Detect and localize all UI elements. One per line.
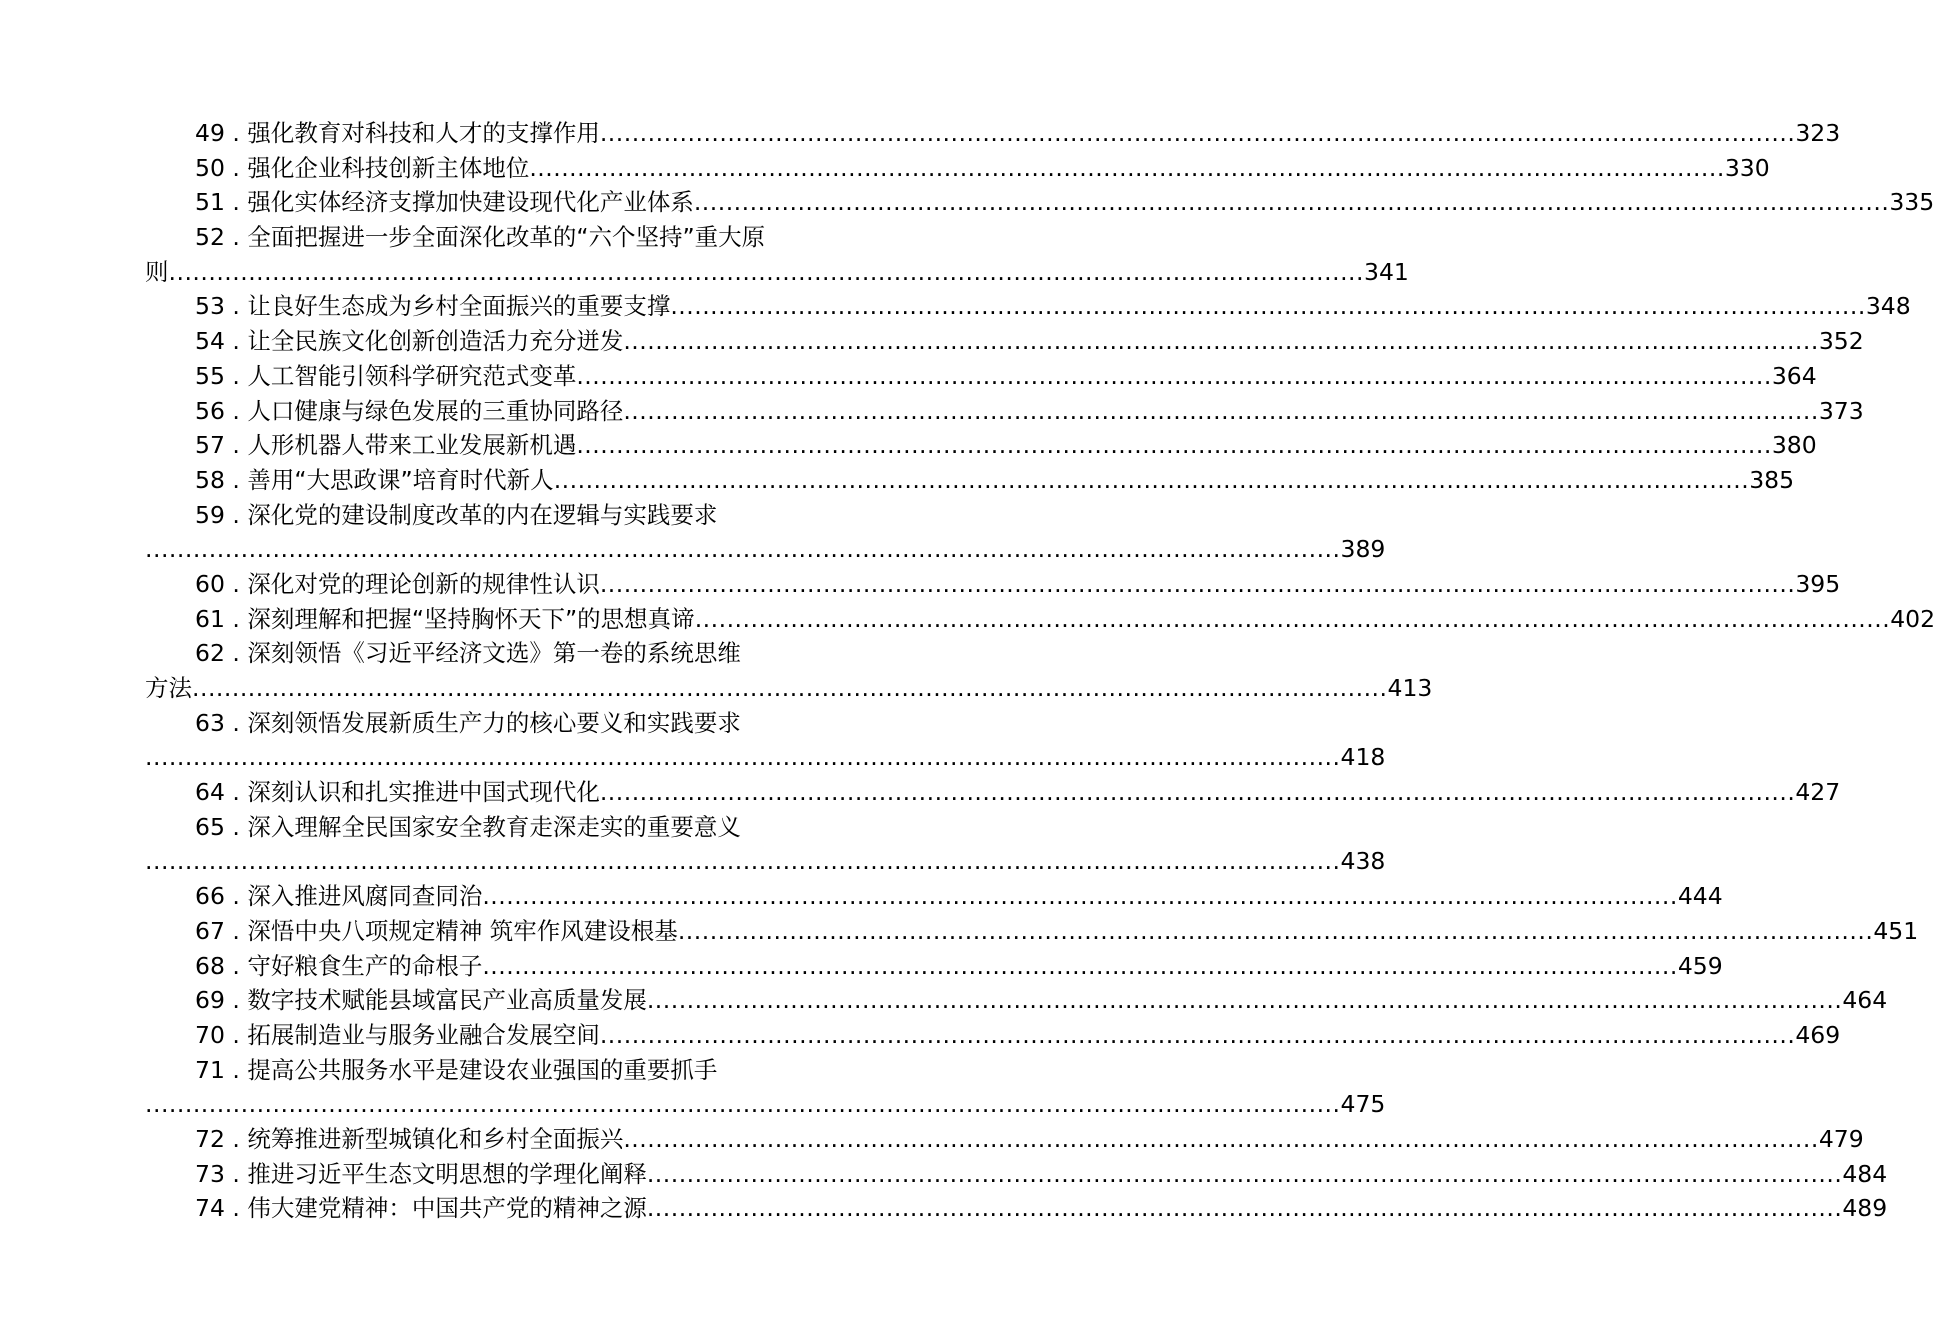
toc-entry-heading (195, 775, 600, 810)
toc-entry-page: 335 (1889, 188, 1935, 217)
toc-entry-title: 善用“大思政课”培育时代新人 (247, 465, 554, 494)
toc-dot-leader (529, 151, 1725, 186)
toc-entry-line (145, 498, 805, 533)
toc-entry-heading (195, 463, 554, 498)
toc-entry-line (145, 740, 1386, 775)
toc-entry[interactable] (145, 324, 1864, 359)
toc-dot-leader (670, 289, 1866, 324)
toc-dot-leader (482, 949, 1678, 984)
toc-entry-line (145, 983, 1888, 1018)
toc-entry-line (145, 810, 805, 845)
toc-entry-heading (195, 567, 600, 602)
toc-entry-page: 341 (1364, 257, 1409, 286)
toc-entry-title: 强化实体经济支撑加快建设现代化产业体系 (247, 188, 694, 217)
toc-entry[interactable] (145, 1053, 1386, 1122)
toc-entry-line (145, 255, 1409, 290)
toc-entry-title: 深刻领悟《习近平经济文选》第一卷的系统思维 (247, 639, 741, 668)
toc-entry-separator: . (224, 396, 248, 425)
toc-entry[interactable] (145, 463, 1795, 498)
toc-entry-line (145, 1122, 1864, 1157)
toc-entry-page: 352 (1818, 327, 1864, 356)
toc-entry[interactable] (145, 428, 1817, 463)
toc-dot-leader (145, 1087, 1341, 1122)
toc-entry-heading (195, 116, 600, 151)
toc-entry-title: 守好粮食生产的命根子 (247, 951, 483, 980)
toc-entry-page: 464 (1842, 986, 1888, 1015)
toc-entry-title: 深刻认识和扎实推进中国式现代化 (247, 778, 600, 807)
toc-entry-line (145, 671, 1433, 706)
toc-entry[interactable] (145, 775, 1841, 810)
toc-entry[interactable] (145, 983, 1888, 1018)
toc-entry-heading (195, 949, 482, 984)
toc-entry-separator: . (224, 292, 248, 321)
toc-entry-heading (195, 602, 695, 637)
toc-entry-number: 55 (195, 361, 225, 390)
toc-entry-number: 52 (195, 223, 225, 252)
toc-dot-leader (600, 1018, 1796, 1053)
toc-entry-page: 469 (1795, 1020, 1841, 1049)
toc-entry-line (145, 151, 1770, 186)
toc-entry-separator: . (224, 431, 248, 460)
toc-entry-heading (195, 1018, 600, 1053)
toc-entry-title: 深入理解全民国家安全教育走深走实的重要意义 (247, 812, 741, 841)
toc-dot-leader (576, 428, 1772, 463)
toc-entry-number: 49 (195, 119, 225, 147)
toc-entry-separator: . (224, 1159, 248, 1188)
toc-entry[interactable] (145, 810, 1386, 879)
toc-entry-line (145, 463, 1795, 498)
toc-entry-number: 64 (195, 778, 225, 807)
toc-entry-page: 475 (1340, 1090, 1386, 1119)
toc-entry-number: 63 (195, 708, 225, 737)
toc-entry[interactable] (145, 185, 1935, 220)
toc-entry-page: 402 (1890, 604, 1935, 633)
toc-entry-line (145, 949, 1723, 984)
toc-entry-number: 73 (195, 1159, 225, 1188)
toc-dot-leader (647, 1191, 1843, 1226)
toc-entry-title: 人形机器人带来工业发展新机遇 (247, 431, 577, 460)
toc-entry-title: 深化对党的理论创新的规律性认识 (247, 569, 600, 598)
toc-entry-title: 提高公共服务水平是建设农业强国的重要抓手 (247, 1055, 718, 1084)
toc-entry-separator: . (224, 812, 248, 841)
toc-entry-title: 强化教育对科技和人才的支撑作用 (247, 119, 600, 147)
toc-entry-number: 59 (195, 500, 225, 529)
toc-entry-line (145, 879, 1723, 914)
toc-entry[interactable] (145, 359, 1817, 394)
toc-entry-line (145, 185, 1935, 220)
toc-dot-leader (694, 185, 1890, 220)
toc-entry-page: 364 (1771, 361, 1817, 390)
toc-entry-title: 数字技术赋能县域富民产业高质量发展 (247, 986, 647, 1015)
toc-entry-separator: . (224, 916, 248, 945)
toc-dot-leader (169, 255, 1365, 290)
toc-entry-separator: . (224, 188, 248, 217)
toc-entry[interactable] (145, 567, 1841, 602)
toc-entry-number: 51 (195, 188, 225, 217)
toc-entry-page: 380 (1771, 431, 1817, 460)
toc-entry-title: 伟大建党精神：中国共产党的精神之源 (247, 1194, 647, 1223)
toc-entry-title: 强化企业科技创新主体地位 (247, 153, 530, 182)
toc-entry-heading (195, 185, 694, 220)
toc-entry-title: 深悟中央八项规定精神 筑牢作风建设根基 (247, 916, 678, 945)
toc-entry-line (145, 532, 1386, 567)
toc-entry-line (145, 636, 805, 671)
toc-entry-heading (195, 914, 678, 949)
toc-dot-leader (678, 914, 1874, 949)
toc-dot-leader (695, 602, 1891, 637)
toc-entry[interactable] (145, 636, 1433, 705)
toc-entry-line (145, 428, 1817, 463)
toc-entry-title: 推进习近平生态文明思想的学理化阐释 (247, 1159, 647, 1188)
toc-entry-number: 60 (195, 569, 225, 598)
toc-entry-separator: . (224, 882, 248, 911)
toc-entry-page: 438 (1340, 847, 1386, 876)
toc-entry-separator: . (224, 778, 248, 807)
toc-entry-heading (195, 324, 623, 359)
toc-entry-line (145, 1018, 1841, 1053)
toc-dot-leader (647, 983, 1843, 1018)
toc-entry-heading (195, 428, 576, 463)
toc-dot-leader (600, 567, 1796, 602)
toc-entry-number: 71 (195, 1055, 225, 1084)
toc-entry-separator: . (224, 1124, 248, 1153)
toc-entry-page: 451 (1873, 916, 1919, 945)
toc-entry-line (145, 116, 1841, 151)
toc-entry-heading (195, 151, 529, 186)
toc-entry-separator: . (224, 1020, 248, 1049)
toc-entry-page: 323 (1795, 119, 1841, 147)
toc-entry[interactable] (145, 602, 1935, 637)
toc-entry-separator: . (224, 639, 248, 668)
toc-entry-number: 50 (195, 153, 225, 182)
toc-entry-number: 67 (195, 916, 225, 945)
toc-entry-page: 418 (1340, 743, 1386, 772)
toc-dot-leader (600, 775, 1796, 810)
toc-entry-number: 62 (195, 639, 225, 668)
toc-entry-line (145, 914, 1919, 949)
toc-entry-page: 348 (1865, 292, 1911, 321)
toc-entry[interactable] (145, 914, 1919, 949)
toc-entry-page: 484 (1842, 1159, 1888, 1188)
toc-entry-title: 深入推进风腐同查同治 (247, 882, 483, 911)
toc-dot-leader (600, 116, 1796, 151)
toc-entry-title: 人口健康与绿色发展的三重协同路径 (247, 396, 624, 425)
toc-entry-title-continued: 方法 (145, 674, 192, 702)
toc-entry[interactable] (145, 116, 1841, 151)
toc-entry-title: 让良好生态成为乡村全面振兴的重要支撑 (247, 292, 671, 321)
toc-entry-title: 让全民族文化创新创造活力充分迸发 (247, 327, 624, 356)
toc-entry-line (145, 602, 1935, 637)
toc-entry-number: 61 (195, 604, 225, 633)
toc-entry-separator: . (224, 153, 248, 182)
toc-entry[interactable] (145, 949, 1723, 984)
toc-dot-leader (554, 463, 1750, 498)
toc-entry-number: 68 (195, 951, 225, 980)
toc-entry-heading (195, 1122, 623, 1157)
toc-entry-number: 57 (195, 431, 225, 460)
toc-entry-number: 65 (195, 812, 225, 841)
toc-entry-title: 拓展制造业与服务业融合发展空间 (247, 1020, 600, 1049)
toc-entry-line (145, 1087, 1386, 1122)
toc-entry-separator: . (224, 1055, 248, 1084)
toc-entry-line (145, 289, 1911, 324)
toc-dot-leader (623, 324, 1819, 359)
toc-entry-title: 全面把握进一步全面深化改革的“六个坚持”重大原 (247, 223, 766, 252)
toc-entry-line (145, 1053, 805, 1088)
toc-entry-number: 56 (195, 396, 225, 425)
toc-entry-page: 395 (1795, 569, 1841, 598)
toc-entry-number: 54 (195, 327, 225, 356)
toc-entry[interactable] (145, 1191, 1888, 1226)
toc-entry[interactable] (145, 1122, 1864, 1157)
toc-entry[interactable] (145, 289, 1911, 324)
toc-entry-heading (195, 1157, 647, 1192)
toc-entry[interactable] (145, 220, 1409, 289)
toc-entry-number: 72 (195, 1124, 225, 1153)
toc-entry-heading (195, 983, 647, 1018)
toc-entry-separator: . (224, 604, 248, 633)
toc-entry-line (145, 324, 1864, 359)
toc-entry-number: 58 (195, 465, 225, 494)
toc-entry-page: 413 (1387, 674, 1433, 702)
toc-dot-leader (576, 359, 1772, 394)
toc-entry-line (145, 359, 1817, 394)
toc-entry-page: 389 (1340, 535, 1386, 564)
toc-entry-separator: . (224, 951, 248, 980)
toc-entry-line (145, 1191, 1888, 1226)
toc-entry-number: 74 (195, 1194, 225, 1223)
toc-dot-leader (145, 740, 1341, 775)
toc-entry-title-continued: 则 (145, 257, 169, 286)
toc-entry-number: 70 (195, 1020, 225, 1049)
toc-entry-separator: . (224, 465, 248, 494)
toc-entry-page: 479 (1818, 1124, 1864, 1153)
toc-entry-line (145, 844, 1386, 879)
toc-entry-heading (195, 359, 576, 394)
toc-dot-leader (647, 1157, 1843, 1192)
toc-dot-leader (623, 394, 1819, 429)
toc-dot-leader (145, 844, 1341, 879)
toc-entry-page: 489 (1842, 1194, 1888, 1223)
toc-entry-number: 66 (195, 882, 225, 911)
toc-entry-page: 459 (1677, 951, 1723, 980)
toc-entry-separator: . (224, 1194, 248, 1223)
toc-entry-line (145, 706, 805, 741)
toc-entry-separator: . (224, 986, 248, 1015)
toc-entry-number: 53 (195, 292, 225, 321)
toc-entry[interactable] (145, 498, 1386, 567)
toc-entry-title: 深刻理解和把握“坚持胸怀天下”的思想真谛 (247, 604, 695, 633)
toc-entry[interactable] (145, 1018, 1841, 1053)
toc-entry-page: 444 (1677, 882, 1723, 911)
toc-entry-title: 人工智能引领科学研究范式变革 (247, 361, 577, 390)
toc-dot-leader (623, 1122, 1819, 1157)
toc-entry-separator: . (224, 223, 248, 252)
toc-entry-page: 330 (1724, 153, 1770, 182)
toc-entry[interactable] (145, 706, 1386, 775)
table-of-contents (145, 116, 1935, 1226)
toc-entry-heading (195, 289, 670, 324)
toc-entry-line (145, 394, 1864, 429)
toc-entry[interactable] (145, 394, 1864, 429)
toc-entry-separator: . (224, 361, 248, 390)
toc-entry[interactable] (145, 151, 1770, 186)
toc-entry-number: 69 (195, 986, 225, 1015)
toc-dot-leader (145, 532, 1341, 567)
toc-dot-leader (482, 879, 1678, 914)
toc-entry-separator: . (224, 119, 248, 147)
toc-entry-line (145, 775, 1841, 810)
toc-entry[interactable] (145, 879, 1723, 914)
toc-entry-line (145, 220, 805, 255)
toc-entry-heading (195, 879, 482, 914)
toc-dot-leader (192, 671, 1388, 706)
toc-entry-page: 373 (1818, 396, 1864, 425)
toc-entry-title: 统筹推进新型城镇化和乡村全面振兴 (247, 1124, 624, 1153)
toc-entry-separator: . (224, 327, 248, 356)
toc-entry-heading (195, 394, 623, 429)
toc-entry[interactable] (145, 1157, 1888, 1192)
toc-entry-title: 深化党的建设制度改革的内在逻辑与实践要求 (247, 500, 718, 529)
toc-entry-page: 427 (1795, 778, 1841, 807)
toc-entry-line (145, 567, 1841, 602)
toc-entry-separator: . (224, 569, 248, 598)
toc-entry-title: 深刻领悟发展新质生产力的核心要义和实践要求 (247, 708, 741, 737)
toc-entry-line (145, 1157, 1888, 1192)
toc-entry-separator: . (224, 500, 248, 529)
toc-entry-separator: . (224, 708, 248, 737)
toc-entry-heading (195, 1191, 647, 1226)
toc-entry-page: 385 (1749, 465, 1795, 494)
